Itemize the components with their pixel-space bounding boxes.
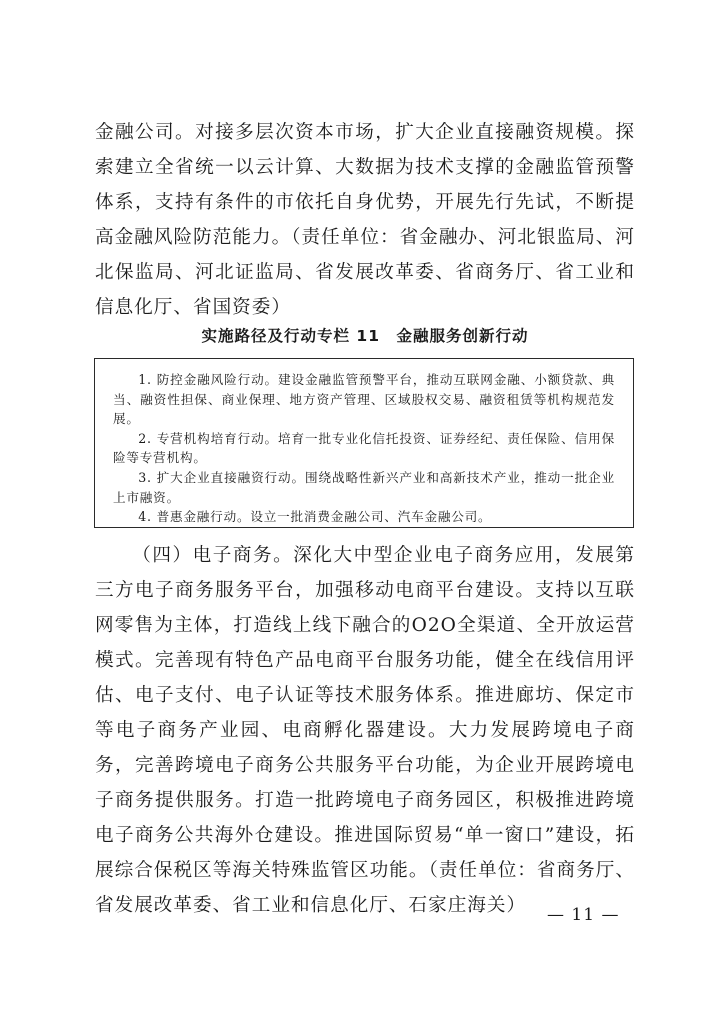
column-box-title: 实施路径及行动专栏 11 金融服务创新行动	[201, 327, 529, 345]
body-paragraph-financial-risk: 金融公司。对接多层次资本市场，扩大企业直接融资规模。探索建立全省统一以云计算、大数据为技术支撑的金融监管预警体系，支持有条件的市依托自身优势，开展先行先试，不断提高金融风险防范能力。（责任单位：省金融办、河北银监局、河北保监局、河北证监局、省发展改革委、省商务厅、省工业和信息化厅、省国资委）	[95, 122, 635, 318]
body-paragraph-e-commerce: （四）电子商务。深化大中型企业电子商务应用，发展第三方电子商务服务平台，加强移动电商平台建设。支持以互联网零售为主体，打造线上线下融合的O2O全渠道、全开放运营模式。完善现有特色产品电商平台服务功能，健全在线信用评估、电子支付、电子认证等技术服务体系。推进廊坊、保定市等电子商务产业园、电商孵化器建设。大力发展跨境电子商务，完善跨境电子商务公共服务平台功能，为企业开展跨境电子商务提供服务。打造一批跨境电子商务园区，积极推进跨境电子商务公共海外仓建设。推进国际贸易“单一窗口”建设，拓展综合保税区等海关特殊监管区功能。（责任单位：省商务厅、省发展改革委、省工业和信息化厅、石家庄海关）	[95, 545, 635, 916]
box-item-4: 4. 普惠金融行动。设立一批消费金融公司、汽车金融公司。	[138, 509, 492, 525]
page-number: — 11 —	[547, 905, 620, 925]
box-item-2: 2. 专营机构培育行动。培育一批专业化信托投资、证券经纪、责任保险、信用保险等专营机构。	[113, 430, 615, 466]
action-column-box	[94, 358, 634, 528]
box-item-3: 3. 扩大企业直接融资行动。围绕战略性新兴产业和高新技术产业，推动一批企业上市融资。	[113, 469, 615, 505]
box-item-1: 1. 防控金融风险行动。建设金融监管预警平台，推动互联网金融、小额贷款、典当、融资性担保、商业保理、地方资产管理、区域股权交易、融资租赁等机构规范发展。	[113, 372, 615, 427]
